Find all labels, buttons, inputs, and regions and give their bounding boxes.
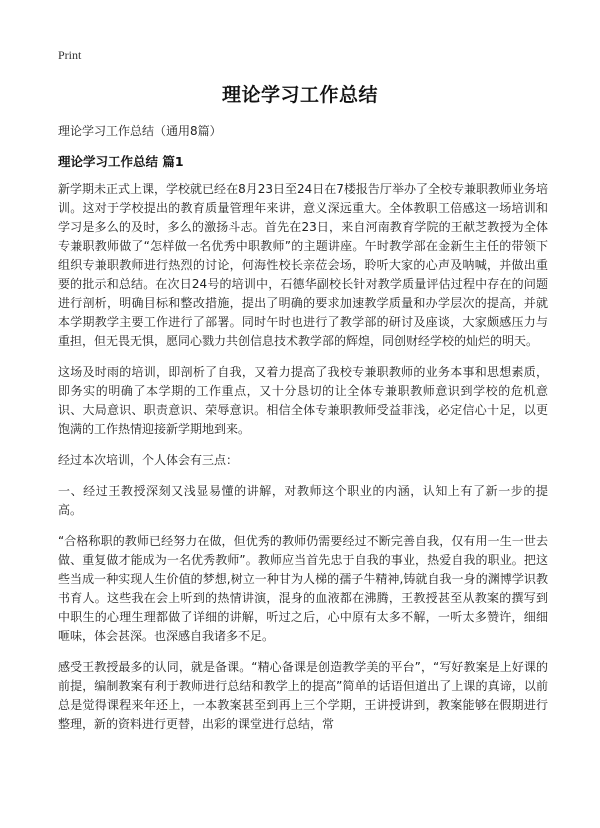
document-body xyxy=(58,180,548,746)
document-subtitle: 理论学习工作总结（通用8篇） xyxy=(58,124,222,138)
section-heading: 理论学习工作总结 篇1 xyxy=(58,154,184,169)
body-paragraph: 经过本次培训，个人体会有三点： xyxy=(58,453,239,467)
print-label: Print xyxy=(58,48,82,62)
body-paragraph: 感受王教授最多的认同，就是备课。“精心备课是创造教学美的平台”，“写好教案是上好课的前提，编制教案有利于教师进行总结和教学上的提高”简单的话语但道出了上课的真谛，以前总是觉得课程来年还上，一本教案甚至到再上三个学期，王讲授讲到，教案能够在假期进行整理，新的资料进行更替，出彩的课堂进行总结，常 xyxy=(58,660,548,731)
body-paragraph: “合格称职的教师已经努力在做，但优秀的教师仍需要经过不断完善自我，仅有用一生一世去做、重复做才能成为一名优秀教师”。教师应当首先忠于自我的事业，热爱自我的职业。把这些当成一种实现人生价值的梦想,树立一种甘为人梯的孺子牛精神,铸就自我一身的渊博学识教书育人。这些我在会上听到的热情讲演，混身的血液都在沸腾，王教授甚至从教案的撰写到中职生的心理生理都做了详细的讲解，听过之后，心中原有太多不解，一听太多赞许，细细咂味，体会甚深。也深感自我诸多不足。 xyxy=(58,534,548,643)
body-paragraph: 这场及时雨的培训，即剖析了自我，又着力提高了我校专兼职教师的业务本事和思想素质，即务实的明确了本学期的工作重点，又十分恳切的让全体专兼职教师意识到学校的危机意识、大局意识、职责意识、荣辱意识。相信全体专兼职教师受益菲浅，必定信心十足，以更饱满的工作热情迎接新学期地到来。 xyxy=(58,365,548,436)
body-paragraph: 新学期未正式上课，学校就已经在8月23日至24日在7楼报告厅举办了全校专兼职教师业务培训。这对于学校提出的教育质量管理年来讲，意义深远重大。全体教职工倍感这一场培训和学习是多么的及时，多么的激扬斗志。首先在23日，来自河南教育学院的王献芝教授为全体专兼职教师做了“怎样做一名优秀中职教师”的主题讲座。午时教学部在金新生主任的带领下组织专兼职教师进行热烈的讨论，何海性校长亲莅会场，聆听大家的心声及呐喊，并做出重要的批示和总结。在次日24号的培训中，石德华副校长针对教学质量评估过程中存在的问题进行剖析，明确目标和整改措施，提出了明确的要求加速教学质量和办学层次的提高，并就本学期教学主要工作进行了部署。同时午时也进行了教学部的研讨及座谈，大家颇感压力与重担，但无畏无惧，愿同心戮力共创信息技术教学部的辉煌，同创财经学校的灿烂的明天。 xyxy=(58,182,548,348)
body-paragraph: 一、经过王教授深刻又浅显易懂的讲解，对教师这个职业的内涵，认知上有了新一步的提高。 xyxy=(58,484,548,517)
document-title: 理论学习工作总结 xyxy=(221,84,378,106)
